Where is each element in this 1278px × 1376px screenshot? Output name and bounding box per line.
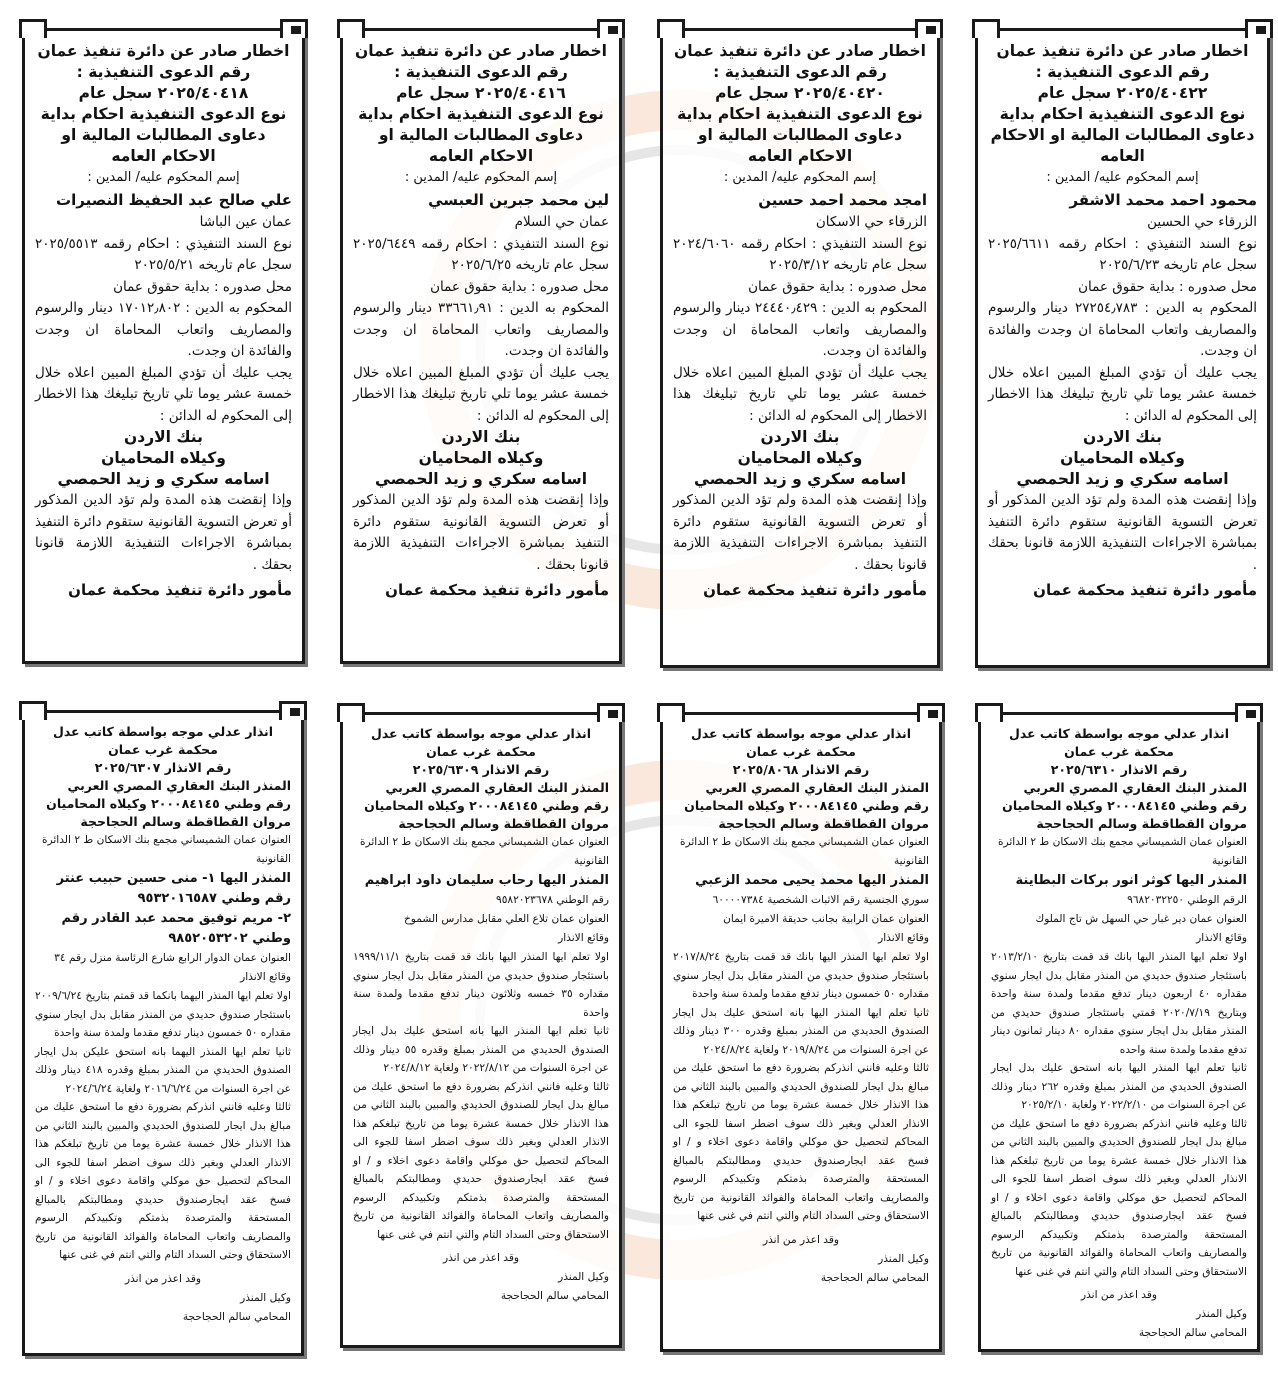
register-suffix: سجل عام — [1201, 257, 1257, 273]
legal-warning-notice — [340, 712, 622, 1348]
case-label: رقم الدعوى التنفيذية : — [394, 63, 568, 81]
case-type: نوع الدعوى التنفيذية احكام بداية دعاوى المطالبات المالية او الاحكام العامه — [677, 105, 923, 165]
warning: وإذا إنقضت هذه المدة ولم تؤد الدين المذكور أو تعرض التسوية القانونية ستقوم دائرة التنفيذ بمباشرة الاجراءات التنفيذية اللازمة قانونا بحقك . — [35, 492, 292, 573]
register-suffix: سجل عام — [553, 257, 609, 273]
number-label: رقم الانذار — [802, 762, 870, 777]
amount: ٢٧٢٥٤٫٧٨٣ — [1074, 300, 1138, 316]
register-suffix: سجل عام — [78, 84, 153, 102]
case-label: رقم الدعوى التنفيذية : — [76, 63, 251, 81]
case-number: ٢٠٢٥/٤٠٤١٨ — [157, 84, 249, 102]
bond-info — [673, 234, 927, 277]
facts-label: وقائع الانذار — [240, 971, 291, 983]
warning-number: ٢٠٢٥/٦٣٠٧ — [94, 760, 161, 775]
signature: مأمور دائرة تنفيذ محكمة عمان — [385, 581, 609, 599]
warning: وإذا إنقضت هذه المدة ولم تؤد الدين المذكور أو تعرض التسوية القانونية ستقوم دائرة التنفيذ بمباشرة الاجراءات التنفيذية اللازمة قانونا بحقك . — [988, 492, 1257, 573]
claimant-agents: رقم وطني ٢٠٠٠٨٤١٤٥ وكيلاه المحاميان مروان القطاقطة وسالم الحجاحجة — [1002, 798, 1247, 831]
agent-name: المحامي سالم الحجاحجة — [500, 1290, 609, 1302]
agent-label: وكيل المنذر — [240, 1291, 291, 1304]
issue-place: محل صدوره : بداية حقوق عمان — [748, 278, 927, 295]
bond-date-label: تاريخه — [198, 257, 233, 273]
payment-instruction: يجب عليك أن تؤدي المبلغ المبين اعلاه خلال خمسة عشر يوما تلي تاريخ تبليغك هذا الاخطار إلى المحكوم له الدائن : — [988, 364, 1257, 424]
corner-ornament-icon — [1246, 710, 1256, 718]
corner-ornament-icon — [290, 708, 300, 716]
bond-number: ٢٠٢٥/٦٤٤٩ — [353, 235, 416, 252]
signature: مأمور دائرة تنفيذ محكمة عمان — [1033, 581, 1257, 599]
agent-label: وكيل المنذر — [878, 1252, 929, 1265]
creditor: بنك الاردن — [1083, 428, 1162, 446]
case-label: رقم الدعوى التنفيذية : — [713, 63, 887, 81]
creditor: بنك الاردن — [441, 428, 521, 446]
amount-suffix: دينار والرسوم والمصاريف واتعاب المحاماة ان وجدت والفائدة ان وجدت. — [353, 300, 609, 359]
amount-info — [35, 298, 292, 363]
amount-label: المحكوم به الدين : — [1144, 300, 1258, 316]
corner-ornament-icon — [979, 26, 989, 34]
case-type: نوع الدعوى التنفيذية احكام بداية دعاوى المطالبات المالية او الاحكام العامه — [358, 105, 604, 165]
case-number: ٢٠٢٥/٤٠٤٢٢ — [1116, 84, 1208, 102]
case-number-line — [988, 83, 1257, 104]
amount-suffix: دينار والرسوم والمصاريف واتعاب المحاماة ان وجدت والفائدة ان وجدت. — [35, 300, 292, 359]
amount-label: المحكوم به الدين : — [499, 300, 609, 316]
corner-ornament-icon — [608, 710, 618, 718]
third-paragraph: ثالثا وعليه فانني انذركم بضرورة دفع ما استحق عليك من مبالغ بدل ايجار للصندوق الحديدي والمبين بالبند الثاني من هذا الانذار خلال خمسة عشرة يوما من تاريخ تبلغكم هذا الانذار العدلي وبغير ذلك سوف اضطر اسفا للجوء الى المحاكم لتحصيل حق موكلي واقامة دعوى اخلاء و / او فسخ عقد ايجارصندوق حديدي ومطالبتكم بالمبالغ المستحقة والمترصدة بذمتكم وتكبيدكم الرسوم والمصاريف واتعاب المحاماة والفوائد القانونية من تاريخ الاستحقاق وحتى السداد التام والتي انتم في غنى عنها — [35, 1101, 291, 1261]
respondent-block — [353, 871, 609, 929]
corner-ornament-icon — [344, 26, 354, 34]
agents-label: وكيلاه المحاميان — [1060, 449, 1185, 467]
debtor-address: عمان حي السلام — [514, 214, 609, 230]
debtor-label: إسم المحكوم عليه/ المدين : — [723, 170, 877, 185]
notice-title: اخطار صادر عن دائرة تنفيذ عمان — [37, 42, 290, 60]
debtor-name: لين محمد جبرين العبسي — [428, 191, 609, 209]
register-suffix: سجل عام — [396, 84, 470, 102]
third-paragraph: ثالثا وعليه فانني انذركم بضرورة دفع ما استحق عليك من مبالغ بدل ايجار للصندوق الحديدي والمبين بالبند الثاني من هذا الانذار خلال خمسة عشرة يوما من تاريخ تبلغكم هذا الانذار العدلي وبغير ذلك سوف اضطر اسفا للجوء الى المحاكم لتحصيل حق موكلي واقامة دعوى اخلاء و / او فسخ عقد ايجارصندوق حديدي ومطالبتكم بالمبالغ المستحقة والمترصدة بذمتكم وتكبيدكم الرسوم والمصاريف واتعاب المحاماة والفوائد القانونية من تاريخ الاستحقاق وحتى السداد التام والتي انتم في غنى عنها — [991, 1117, 1247, 1278]
debtor-address: الزرقاء حي الاسكان — [815, 214, 927, 230]
closing: وقد اعذر من انذر — [1080, 1289, 1158, 1301]
bond-number: ٢٠٢٤/٦٠٦٠ — [673, 235, 736, 252]
court: محكمة غرب عمان — [426, 744, 536, 759]
amount: ٢٤٤٤٠٫٤٢٩ — [754, 300, 818, 316]
respondent-detail: العنوان عمان الدوار الرابع شارع الرئاسة منزل رقم ٣٤ — [54, 952, 291, 964]
claimant: المنذر البنك العقاري المصري العربي — [67, 778, 291, 793]
claimant-address: العنوان عمان الشميساني مجمع بنك الاسكان ط ٢ الدائرة القانونية — [359, 836, 609, 867]
debtor-address: الزرقاء حي الحسين — [1147, 214, 1257, 230]
bond-number: ٢٠٢٥/٦٦١١ — [988, 235, 1051, 252]
amount: ١٧٠١٢٫٨٠٢ — [117, 300, 181, 316]
agents: اسامه سكري و زيد الحمصي — [693, 470, 907, 488]
respondent-line: المنذر اليها ١- منى حسين حبيب عنتر رقم وطني ٩٥٣٢٠١٦٥٨٧ — [56, 871, 291, 906]
second-paragraph: ثانيا تعلم ايها المنذر اليها بانه استحق عليك بدل ايجار الصندوق الحديدي من المنذر بمبلغ وقدره ٥٥ دينار وذلك عن اجرة السنوات من ٢٠٢٢/٨/١٢ ولغاية ٢٠٢٤/٨/١٢ — [353, 1025, 609, 1074]
notice-title: اخطار صادر عن دائرة تنفيذ عمان — [996, 42, 1249, 60]
debtor-name: امجد محمد احمد حسين — [758, 191, 927, 209]
facts-label: وقائع الانذار — [1196, 932, 1247, 944]
claimant-address: العنوان عمان الشميساني مجمع بنك الاسكان ط ٢ الدائرة القانونية — [997, 836, 1247, 867]
respondent-block — [991, 871, 1247, 929]
debtor-name: محمود احمد محمد الاشقر — [1069, 191, 1257, 209]
facts-label: وقائع الانذار — [558, 932, 609, 944]
amount-suffix: دينار والرسوم والمصاريف واتعاب المحاماة ان وجدت والفائدة ان وجدت. — [988, 300, 1257, 359]
closing: وقد اعذر من انذر — [124, 1272, 202, 1285]
register-suffix: سجل عام — [1037, 84, 1112, 102]
respondent-block — [673, 871, 929, 929]
bond-date: ٢٠٢٥/٦/٢٣ — [1099, 257, 1160, 273]
first-paragraph: اولا تعلم ايها المنذر اليها بانك قد قمت بتاريخ ٢٠١٧/٨/٢٤ باستئجار صندوق حديدي من المنذر مقابل بدل ايجار سنوي مقداره ٥٠ خمسون دينار تدفع مقدما ولمدة سنة واحدة — [673, 951, 929, 1000]
claimant: المنذر البنك العقاري المصري العربي — [705, 780, 929, 795]
notice-title: اخطار صادر عن دائرة تنفيذ عمان — [354, 42, 607, 60]
bond-label: نوع السند التنفيذي : احكام رقمه — [740, 235, 927, 252]
warning: وإذا إنقضت هذه المدة ولم تؤد الدين المذكور أو تعرض التسوية القانونية ستقوم دائرة التنفيذ بمباشرة الاجراءات التنفيذية اللازمة قانونا بحقك . — [353, 492, 609, 573]
signature: مأمور دائرة تنفيذ محكمة عمان — [703, 581, 927, 599]
court: محكمة غرب عمان — [746, 744, 856, 759]
claimant-address: العنوان عمان الشميساني مجمع بنك الاسكان ط ٢ الدائرة القانونية — [679, 836, 929, 867]
legal-warning-notice — [22, 710, 304, 1356]
agents: اسامه سكري و زيد الحمصي — [57, 470, 270, 488]
respondent-block — [35, 869, 291, 968]
execution-notice — [975, 28, 1270, 668]
corner-ornament-icon — [1256, 26, 1266, 34]
claimant-address: العنوان عمان الشميساني مجمع بنك الاسكان ط ٢ الدائرة القانونية — [41, 834, 291, 865]
respondent-detail: العنوان عمان دير غبار حي السهل ش تاج الملوك — [1035, 913, 1247, 925]
amount-info — [353, 298, 609, 363]
case-number: ٢٠٢٥/٤٠٤٢٠ — [794, 84, 885, 102]
bond-date-label: تاريخه — [1163, 257, 1198, 273]
corner-ornament-icon — [26, 26, 36, 34]
corner-ornament-icon — [608, 26, 618, 34]
second-paragraph: ثانيا تعلم ايها المنذر اليها بانه استحق عليك بدل ايجار الصندوق الحديدي من المنذر بمبلغ وقدره ٣٠٠ دينار وذلك عن اجرة السنوات من ٢٠١٩/٨/٢٤ ولغاية ٢٠٢٤/٨/٢٤ — [673, 1006, 929, 1056]
number-label: رقم الانذار — [164, 760, 232, 775]
amount-label: المحكوم به الدين : — [185, 300, 293, 316]
creditor: بنك الاردن — [760, 428, 840, 446]
closing: وقد اعذر من انذر — [442, 1252, 520, 1264]
payment-instruction: يجب عليك أن تؤدي المبلغ المبين اعلاه خلال خمسة عشر يوما تلي تاريخ تبليغك هذا الاخطار إلى المحكوم له الدائن : — [35, 364, 292, 424]
respondent-detail: سوري الجنسية رقم الاثبات الشخصية ٦٠٠٠٠٧٣٨٤ — [712, 894, 929, 906]
closing: وقد اعذر من انذر — [762, 1233, 840, 1246]
first-paragraph: اولا تعلم ايها المنذر اليهما بانكما قد قمتم بتاريخ ٢٠٠٩/٦/٢٤ باستئجار صندوق حديدي من المنذر مقابل بدل ايجار سنوي مقداره ٥٠ خمسون دينار تدفع مقدما ولمدة سنة واحدة — [35, 990, 291, 1039]
case-number: ٢٠٢٥/٤٠٤١٦ — [475, 84, 566, 102]
debtor-name: علي صالح عبد الحفيظ النصيرات — [56, 191, 292, 209]
court: محكمة غرب عمان — [108, 742, 218, 757]
third-paragraph: ثالثا وعليه فانني انذركم بضرورة دفع ما استحق عليك من مبالغ بدل ايجار للصندوق الحديدي والمبين بالبند الثاني من هذا الانذار خلال خمسة عشرة يوما من تاريخ تبلغكم هذا الانذار العدلي وبغير ذلك سوف اضطر اسفا للجوء الى المحاكم لتحصيل حق موكلي واقامة دعوى اخلاء و / او فسخ عقد ايجارصندوق حديدي ومطالبتكم بالمبالغ المستحقة والمترصدة بذمتكم وتكبيدكم الرسوم والمصاريف واتعاب المحاماة والفوائد القانونية من تاريخ الاستحقاق وحتى السداد التام والتي انتم في غنى عنها — [353, 1080, 609, 1241]
second-paragraph: ثانيا تعلم ايها المنذر اليهما بانه استحق عليكن بدل ايجار الصندوق الحديدي من المنذر بمبلغ وقدره ٤١٨ دينار وذلك عن اجرة السنوات من ٢٠١٦/٦/٢٤ ولغاية ٢٠٢٤/٦/٢٤ — [35, 1045, 291, 1095]
register-suffix: سجل عام — [871, 257, 927, 273]
warning-title: انذار عدلي موجه بواسطة كاتب عدل — [52, 724, 274, 739]
respondent-line: المنذر اليها كوثر انور بركات البطاينة — [1015, 873, 1247, 888]
debtor-label: إسم المحكوم عليه/ المدين : — [87, 170, 240, 185]
agent-name: المحامي سالم الحجاحجة — [1138, 1327, 1247, 1339]
second-paragraph: ثانيا تعلم ايها المنذر اليها بانه استحق عليك بدل ايجار الصندوق الحديدي من المنذر بمبلغ وقدره ٢٦٢ دينار وذلك عن اجرة السنوات من ٢٠٢٢/٢/١٠ ولغاية ٢٠٢٥/٢/١٠ — [991, 1062, 1247, 1111]
bond-label: نوع السند التنفيذي : احكام رقمه — [421, 235, 610, 252]
first-paragraph: اولا تعلم ايها المنذر اليها بانك قد قمت بتاريخ ١٩٩٩/١١/١ باستئجار صندوق حديدي من المنذر مقابل بدل ايجار سنوي مقداره ٣٥ خمسه وثلاثون دينار تدفع مقدما ولمدة سنة واحدة — [353, 951, 609, 1019]
register-suffix: سجل عام — [715, 84, 789, 102]
corner-ornament-icon — [344, 710, 354, 718]
number-label: رقم الانذار — [482, 762, 550, 777]
agent-name: المحامي سالم الحجاحجة — [182, 1310, 291, 1323]
legal-warning-notice — [660, 712, 942, 1352]
claimant-agents: رقم وطني ٢٠٠٠٨٤١٤٥ وكيلاه المحاميان مروان القطاقطة وسالم الحجاحجة — [684, 798, 929, 831]
case-type: نوع الدعوى التنفيذية احكام بداية دعاوى المطالبات المالية او الاحكام العامه — [40, 105, 287, 165]
bond-date-label: تاريخه — [515, 257, 550, 273]
warning-number-line — [353, 761, 609, 779]
bond-number: ٢٠٢٥/٥٥١٣ — [35, 235, 98, 252]
agent-name: المحامي سالم الحجاحجة — [820, 1271, 929, 1284]
respondent-detail: العنوان عمان تلاع العلي مقابل مدارس الشموخ — [403, 913, 609, 925]
warning-title: انذار عدلي موجه بواسطة كاتب عدل — [690, 726, 912, 741]
agents: اسامه سكري و زيد الحمصي — [1016, 470, 1229, 488]
notice-title: اخطار صادر عن دائرة تنفيذ عمان — [673, 42, 926, 60]
respondent-line: ٢- مريم توفيق محمد عبد القادر رقم وطني ٩٨٥٢٠٥٣٢٠٢ — [61, 911, 291, 946]
bond-date: ٢٠٢٥/٣/١٢ — [769, 257, 830, 273]
respondent-line: المنذر اليها محمد يحيى محمد الزعبي — [695, 873, 929, 888]
claimant: المنذر البنك العقاري المصري العربي — [385, 780, 609, 795]
register-suffix: سجل عام — [236, 257, 292, 273]
bond-info — [988, 234, 1257, 277]
legal-warning-notice — [978, 712, 1260, 1352]
number-label: رقم الانذار — [1120, 762, 1188, 777]
agents-label: وكيلاه المحاميان — [418, 449, 544, 467]
respondent-detail: العنوان عمان الرابية بجانب حديقة الاميرة ايمان — [723, 913, 929, 925]
warning-number-line — [991, 761, 1247, 779]
case-type: نوع الدعوى التنفيذية احكام بداية دعاوى المطالبات المالية او الاحكام العامه — [990, 105, 1255, 165]
issue-place: محل صدوره : بداية حقوق عمان — [1078, 278, 1257, 295]
third-paragraph: ثالثا وعليه فانني انذركم بضرورة دفع ما استحق عليك من مبالغ بدل ايجار للصندوق الحديدي والمبين بالبند الثاني من هذا الانذار خلال خمسة عشرة يوما من تاريخ تبلغكم هذا الانذار العدلي وبغير ذلك سوف اضطر اسفا للجوء الى المحاكم لتحصيل حق موكلي واقامة دعوى اخلاء و / او فسخ عقد ايجارصندوق حديدي ومطالبتكم بالمبالغ المستحقة والمترصدة بذمتكم وتكبيدكم الرسوم والمصاريف واتعاب المحاماة والفوائد القانونية من تاريخ الاستحقاق وحتى السداد التام والتي انتم في غنى عنها — [673, 1062, 929, 1222]
case-number-line — [673, 83, 927, 104]
warning-number-line — [35, 759, 291, 777]
agents-label: وكيلاه المحاميان — [737, 449, 863, 467]
corner-ornament-icon — [982, 710, 992, 718]
amount-info — [673, 298, 927, 363]
agents-label: وكيلاه المحاميان — [101, 449, 226, 467]
issue-place: محل صدوره : بداية حقوق عمان — [430, 278, 609, 295]
agents: اسامه سكري و زيد الحمصي — [374, 470, 588, 488]
agent-label: وكيل المنذر — [558, 1271, 609, 1283]
warning-number: ٢٠٢٥/٦٣١٠ — [1050, 762, 1117, 777]
bond-date: ٢٠٢٥/٥/٢١ — [134, 257, 195, 273]
corner-ornament-icon — [926, 26, 936, 34]
bond-info — [353, 234, 609, 277]
bond-date: ٢٠٢٥/٦/٢٥ — [451, 257, 512, 273]
amount: ٣٣٦٦١٫٩١ — [438, 300, 494, 316]
bond-info — [35, 234, 292, 277]
bond-date-label: تاريخه — [833, 257, 868, 273]
debtor-address: عمان عين الباشا — [199, 214, 292, 230]
bond-label: نوع السند التنفيذي : احكام رقمه — [1058, 235, 1257, 252]
case-label: رقم الدعوى التنفيذية : — [1035, 63, 1210, 81]
signature: مأمور دائرة تنفيذ محكمة عمان — [68, 581, 292, 599]
amount-info — [988, 298, 1257, 363]
payment-instruction: يجب عليك أن تؤدي المبلغ المبين اعلاه خلال خمسة عشر يوما تلي تاريخ تبليغك هذا الاخطار إلى المحكوم له الدائن : — [353, 364, 609, 424]
warning-number-line — [673, 761, 929, 779]
claimant-agents: رقم وطني ٢٠٠٠٨٤١٤٥ وكيلاه المحاميان مروان القطاقطة وسالم الحجاحجة — [46, 796, 291, 829]
corner-ornament-icon — [291, 26, 301, 34]
case-number-line — [353, 83, 609, 104]
agent-label: وكيل المنذر — [1196, 1308, 1247, 1320]
warning-title: انذار عدلي موجه بواسطة كاتب عدل — [370, 726, 592, 741]
amount-label: المحكوم به الدين : — [821, 300, 928, 316]
bond-label: نوع السند التنفيذي : احكام رقمه — [103, 235, 292, 252]
corner-ornament-icon — [26, 708, 36, 716]
corner-ornament-icon — [664, 710, 674, 718]
creditor: بنك الاردن — [124, 428, 203, 446]
debtor-label: إسم المحكوم عليه/ المدين : — [1046, 170, 1199, 185]
corner-ornament-icon — [664, 26, 674, 34]
court: محكمة غرب عمان — [1064, 744, 1174, 759]
case-number-line — [35, 83, 292, 104]
amount-suffix: دينار والرسوم والمصاريف واتعاب المحاماة ان وجدت والفائدة ان وجدت. — [673, 300, 927, 359]
claimant-agents: رقم وطني ٢٠٠٠٨٤١٤٥ وكيلاه المحاميان مروان القطاقطة وسالم الحجاحجة — [364, 798, 609, 831]
execution-notice — [660, 28, 940, 668]
issue-place: محل صدوره : بداية حقوق عمان — [113, 278, 292, 295]
warning: وإذا إنقضت هذه المدة ولم تؤد الدين المذكور أو تعرض التسوية القانونية ستقوم دائرة التنفيذ بمباشرة الاجراءات التنفيذية اللازمة قانونا بحقك . — [673, 492, 927, 573]
warning-number: ٢٠٢٥/٨٠٦٨ — [732, 762, 799, 777]
respondent-detail: رقم الوطني ٩٥٨٢٠٢٣٦٧٨ — [496, 894, 609, 906]
facts-label: وقائع الانذار — [878, 932, 929, 944]
payment-instruction: يجب عليك أن تؤدي المبلغ المبين اعلاه خلال خمسة عشر يوما تلي تاريخ تبليغك هذا الاخطار إلى المحكوم له الدائن : — [673, 364, 927, 424]
respondent-line: المنذر اليها رحاب سليمان داود ابراهيم — [364, 873, 609, 888]
first-paragraph: اولا تعلم ايها المنذر اليها بانك قد قمت بتاريخ ٢٠١٣/٢/١٠ باستئجار صندوق حديدي من المنذر مقابل بدل ايجار سنوي مقداره ٤٠ اربعون دينار تدفع مقدما ولمدة سنة واحدة وبتاريخ ٢٠٢٠/٧/١٩ قمتي باستئجار صندوق حديدي من المنذر مقابل بدل ايجار سنوي مقداره ٨٠ دينار ثمانون دينار تدفع مقدما ولمدة سنة واحده — [991, 951, 1248, 1056]
respondent-detail: الرقم الوطني ٩٦٨٢٠٣٢٢٥٠ — [1127, 894, 1247, 906]
execution-notice — [22, 28, 305, 664]
claimant: المنذر البنك العقاري المصري العربي — [1023, 780, 1247, 795]
warning-title: انذار عدلي موجه بواسطة كاتب عدل — [1008, 726, 1230, 741]
corner-ornament-icon — [928, 710, 938, 718]
execution-notice — [340, 28, 622, 664]
debtor-label: إسم المحكوم عليه/ المدين : — [404, 170, 558, 185]
warning-number: ٢٠٢٥/٦٣٠٩ — [412, 762, 479, 777]
